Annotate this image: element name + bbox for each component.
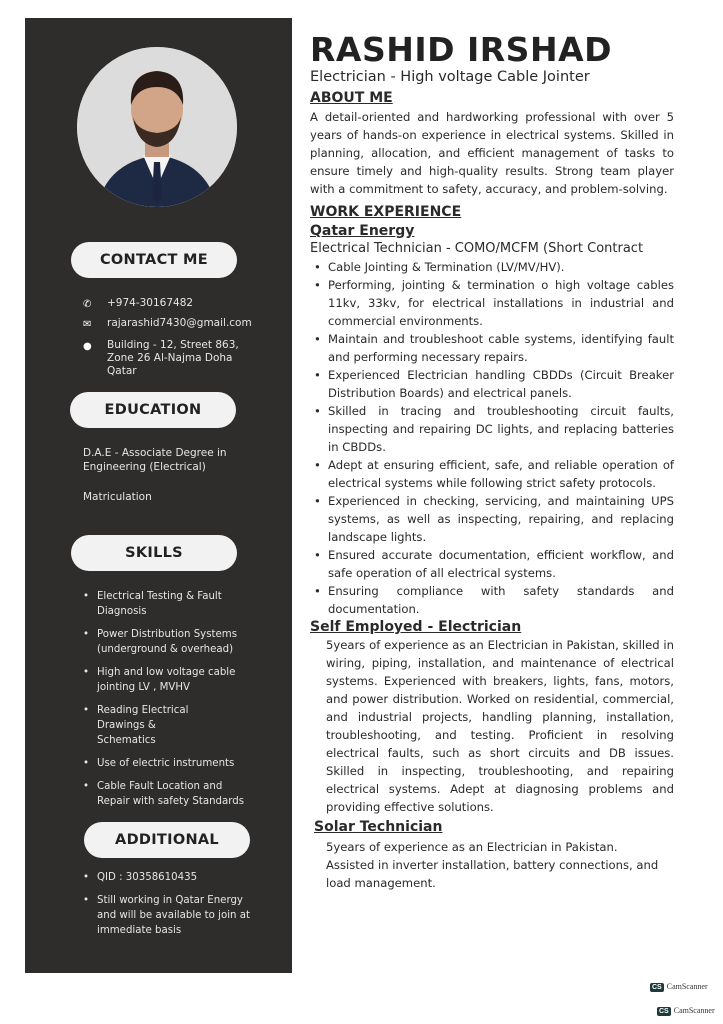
camscanner-watermark bbox=[657, 1006, 715, 1016]
education-heading: EDUCATION bbox=[70, 392, 236, 428]
job-bullet: • Experienced Electrician handling CBDDs (Circuit Breaker Distribution Boards) and electrical panels. bbox=[310, 366, 674, 402]
phone-text: +974-30167482 bbox=[107, 297, 194, 309]
watermark-text: CamScanner bbox=[666, 982, 708, 991]
about-heading: ABOUT ME bbox=[310, 90, 393, 106]
sidebar bbox=[25, 18, 292, 973]
watermark-text: CamScanner bbox=[673, 1006, 715, 1015]
company-name: Qatar Energy bbox=[310, 223, 415, 239]
contact-heading: CONTACT ME bbox=[71, 242, 237, 278]
phone-icon: ✆ bbox=[83, 299, 92, 310]
camscanner-logo-icon: CS bbox=[652, 984, 662, 991]
education-item: D.A.E - Associate Degree in Engineering (Electrical) bbox=[83, 447, 227, 473]
main-content bbox=[310, 32, 674, 892]
job-bullet: • Ensured accurate documentation, efficient workflow, and safe operation of all electrical systems. bbox=[310, 546, 674, 582]
job-description: 5years of experience as an Electrician in Pakistan. bbox=[326, 840, 618, 854]
job-bullet: • Skilled in tracing and troubleshooting circuit faults, inspecting and repairing DC lights, and replacing batteries in CBDDs. bbox=[310, 402, 674, 456]
mail-icon: ✉ bbox=[83, 319, 92, 330]
job-bullet: • Maintain and troubleshoot cable systems, identifying fault and performing necessary repairs. bbox=[310, 330, 674, 366]
job-description: 5years of experience as an Electrician in Pakistan, skilled in wiring, piping, installation, and maintenance of electrical systems. Experienced with breakers, lights, fans, motors, and power distribution. Worked on residential, commercial, and industrial projects, handling planning, installation, troubleshooting, and testing. Proficient in resolving electrical faults, such as short circuits and DB issues. Skilled in inspecting, troubleshooting, and repairing electrical systems. Adept at diagnosing problems and providing effective solutions. bbox=[326, 638, 674, 814]
camscanner-watermark bbox=[650, 982, 708, 992]
job-bullets bbox=[310, 258, 674, 618]
skills-list bbox=[83, 589, 253, 817]
additional-item: • Still working in Qatar Energy and will be available to join at immediate basis bbox=[83, 893, 253, 938]
company-name: Solar Technician bbox=[314, 819, 443, 835]
address-text: Building - 12, Street 863, Zone 26 Al-Najma Doha Qatar bbox=[107, 339, 239, 377]
address-item bbox=[83, 339, 253, 378]
education-item: Matriculation bbox=[83, 491, 152, 503]
job-bullet: • Adept at ensuring efficient, safe, and reliable operation of electrical systems while following strict safety protocols. bbox=[310, 456, 674, 492]
skill-item: • Use of electric instruments bbox=[83, 756, 253, 771]
job-title: Electrician - High voltage Cable Jointer bbox=[310, 69, 590, 85]
work-heading: WORK EXPERIENCE bbox=[310, 204, 462, 220]
job-bullet: • Experienced in checking, servicing, and maintaining UPS systems, as well as inspecting, repairing, and replacing landscape lights. bbox=[310, 492, 674, 546]
skills-heading: SKILLS bbox=[71, 535, 237, 571]
role-title: Electrical Technician - COMO/MCFM (Short Contract bbox=[310, 241, 644, 256]
job-bullet: • Cable Jointing & Termination (LV/MV/HV). bbox=[310, 258, 674, 276]
candidate-name: RASHID IRSHAD bbox=[310, 30, 613, 69]
email-text: rajarashid7430@gmail.com bbox=[107, 317, 252, 329]
additional-list bbox=[83, 870, 253, 946]
camscanner-logo-icon: CS bbox=[659, 1008, 669, 1015]
skill-item: • Power Distribution Systems (underground & overhead) bbox=[83, 627, 253, 657]
skill-item: • Reading Electrical Drawings & Schematics bbox=[83, 703, 213, 748]
email-item bbox=[83, 317, 283, 330]
job-description: Assisted in inverter installation, battery connections, and load management. bbox=[326, 858, 659, 890]
company-name: Self Employed - Electrician bbox=[310, 619, 522, 635]
additional-item: • QID : 30358610435 bbox=[83, 870, 253, 885]
skill-item: • Electrical Testing & Fault Diagnosis bbox=[83, 589, 253, 619]
location-pin-icon: ● bbox=[83, 341, 92, 352]
job-bullet: • Ensuring compliance with safety standards and documentation. bbox=[310, 582, 674, 618]
job-bullet: • Performing, jointing & termination o high voltage cables 11kv, 33kv, for electrical installations in industrial and commercial environments. bbox=[310, 276, 674, 330]
skill-item: • Cable Fault Location and Repair with safety Standards bbox=[83, 779, 253, 809]
skill-item: • High and low voltage cable jointing LV , MVHV bbox=[83, 665, 253, 695]
profile-photo bbox=[77, 47, 237, 207]
about-text: A detail-oriented and hardworking professional with over 5 years of hands-on experience in electrical systems. Skilled in planning, allocation, and efficient management of tasks to ensure timely and high-quality results. Strong team player with a commitment to safety, accuracy, and problem-solving. bbox=[310, 110, 674, 196]
phone-item bbox=[83, 297, 283, 310]
additional-heading: ADDITIONAL bbox=[84, 822, 250, 858]
